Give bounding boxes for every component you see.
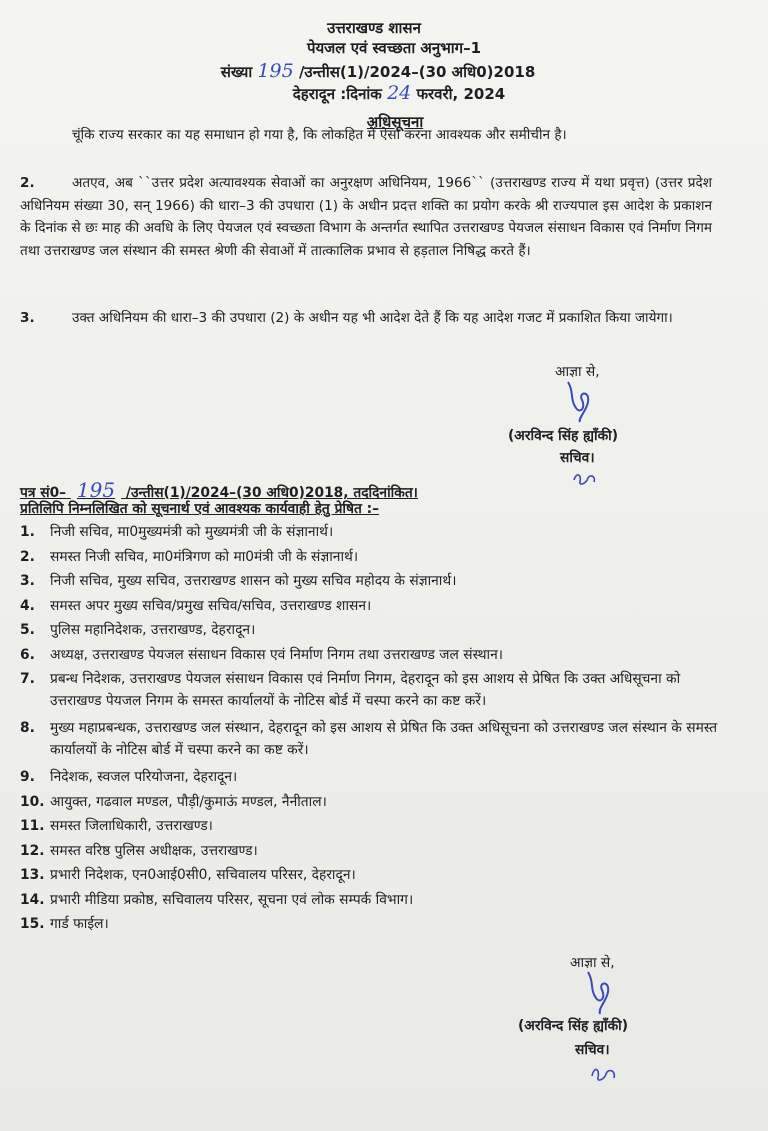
order-date-handwritten: 24: [387, 82, 412, 104]
list-item: 15. गार्ड फाईल।: [20, 916, 109, 932]
list-item: 14. प्रभारी मीडिया प्रकोष्ठ, सचिवालय परिसर, सूचना एवं लोक सम्पर्क विभाग।: [20, 891, 414, 908]
paragraph-3: [20, 307, 712, 330]
list-item: 7. प्रबन्ध निदेशक, उत्तराखण्ड पेयजल संसाधन विकास एवं निर्माण निगम, देहरादून को इस आशय से प्रेषित कि उक्त अधिसूचना को उत्तराखण्ड पेयजल निगम के समस्त कार्यालयों के नोटिस बोर्ड में चस्पा करने का कष्ट करें।: [20, 671, 681, 709]
signature-2-scribble: [578, 968, 618, 1016]
signature-2-by-order: आज्ञा से,: [570, 955, 615, 971]
list-item: 2. समस्त निजी सचिव, मा0मंत्रिगण को मा0मंत्री जी के संज्ञानार्थ।: [20, 548, 359, 565]
signature-1-scribble: [560, 378, 600, 424]
order-number-prefix: संख्या: [220, 63, 253, 81]
paragraph-3-text: उक्त अधिनियम की धारा–3 की उपधारा (2) के अधीन यह भी आदेश देते हैं कि यह आदेश गजट में प्रकाशित किया जायेगा।: [72, 310, 673, 326]
initials-1-scribble: [570, 468, 600, 488]
paragraph-2: [20, 172, 712, 262]
recipients-list: [20, 522, 730, 939]
list-item: 13. प्रभारी निदेशक, एन0आई0सी0, सचिवालय परिसर, देहरादून।: [20, 867, 356, 883]
list-item: 10. आयुक्त, गढवाल मण्डल, पौड़ी/कुमाऊं मण्डल, नैनीताल।: [20, 793, 327, 810]
signature-1-name: (अरविन्द सिंह ह्याँकी): [508, 428, 619, 444]
list-item: 3. निजी सचिव, मुख्य सचिव, उत्तराखण्ड शासन को मुख्य सचिव महोदय के संज्ञानार्थ।: [20, 573, 457, 589]
order-number: [0, 60, 762, 82]
signature-2-designation: सचिव।: [575, 1042, 610, 1058]
list-item: 9. निदेशक, स्वजल परियोजना, देहरादून।: [20, 769, 238, 785]
list-item: 1. निजी सचिव, मा0मुख्यमंत्री को मुख्यमंत्री जी के संज्ञानार्थ।: [20, 524, 334, 540]
list-item: 12. समस्त वरिष्ठ पुलिस अधीक्षक, उत्तराखण्ड।: [20, 842, 258, 859]
list-item: 4. समस्त अपर मुख्य सचिव/प्रमुख सचिव/सचिव, उत्तराखण्ड शासन।: [20, 597, 372, 614]
paragraph-1: चूंकि राज्य सरकार का यह समाधान हो गया है, कि लोकहित में ऐसा करना आवश्यक और समीचीन है।: [72, 127, 567, 143]
signature-1-by-order: आज्ञा से,: [555, 364, 600, 380]
government-name: उत्तराखण्ड शासन: [327, 19, 421, 37]
document-title-text: अधिसूचना: [366, 113, 424, 131]
list-item: 6. अध्यक्ष, उत्तराखण्ड पेयजल संसाधन विकास एवं निर्माण निगम तथा उत्तराखण्ड जल संस्थान।: [20, 646, 503, 663]
list-item: 11. समस्त जिलाधिकारी, उत्तराखण्ड।: [20, 818, 213, 834]
copy-to-heading: प्रतिलिपि निम्नलिखित को सूचनार्थ एवं आवश्यक कार्यवाही हेतु प्रेषित :–: [20, 501, 380, 517]
paragraph-2-text: अतएव, अब ``उत्तर प्रदेश अत्यावश्यक सेवाओं का अनुरक्षण अधिनियम, 1966`` (उत्तराखण्ड राज्य में यथा प्रवृत्त) (उत्तर प्रदेश अधिनियम संख्या 30, सन् 1966) की धारा–3 की उपधारा (1) के अधीन प्रदत्त शक्ति का प्रयोग करके श्री राज्यपाल इस आदेश के प्रकाशन के दिनांक से छः माह की अवधि के लिए पेयजल एवं स्वच्छता विभाग के अन्तर्गत स्थापित उत्तराखण्ड पेयजल संसाधन विकास एवं निर्माण निगम तथा उत्तराखण्ड जल संस्थान की समस्त श्रेणी की सेवाओं में तात्कालिक प्रभाव से हड़ताल निषिद्ध करते हैं।: [20, 175, 712, 259]
order-date: [15, 82, 768, 104]
signature-1-designation: सचिव।: [560, 450, 595, 466]
letter-reference-prefix: पत्र सं0–: [20, 485, 67, 501]
department-name: पेयजल एवं स्वच्छता अनुभाग–1: [306, 39, 482, 57]
paragraph-3-number: 3.: [20, 310, 35, 326]
order-date-suffix: फरवरी, 2024: [416, 85, 506, 103]
list-item: 5. पुलिस महानिदेशक, उत्तराखण्ड, देहरादून।: [20, 622, 256, 638]
order-number-handwritten: 195: [257, 60, 294, 82]
order-number-suffix: /उन्तीस(1)/2024–(30 अधि0)2018: [298, 63, 536, 81]
initials-2-scribble: [588, 1062, 620, 1084]
paragraph-2-number: 2.: [20, 175, 35, 191]
letter-reference-suffix: /उन्तीस(1)/2024–(30 अधि0)2018, तददिनांकित।: [125, 485, 418, 501]
order-date-prefix: देहरादून :दिनांक: [292, 85, 382, 103]
letter-reference-number-handwritten: 195: [76, 478, 116, 502]
signature-2-name: (अरविन्द सिंह ह्याँकी): [518, 1018, 629, 1034]
list-item: 8. मुख्य महाप्रबन्धक, उत्तराखण्ड जल संस्थान, देहरादून को इस आशय से प्रेषित कि उक्त अधिसूचना को उत्तराखण्ड जल संस्थान के समस्त कार्यालयों के नोटिस बोर्ड में चस्पा करने का कष्ट करें।: [20, 720, 718, 758]
